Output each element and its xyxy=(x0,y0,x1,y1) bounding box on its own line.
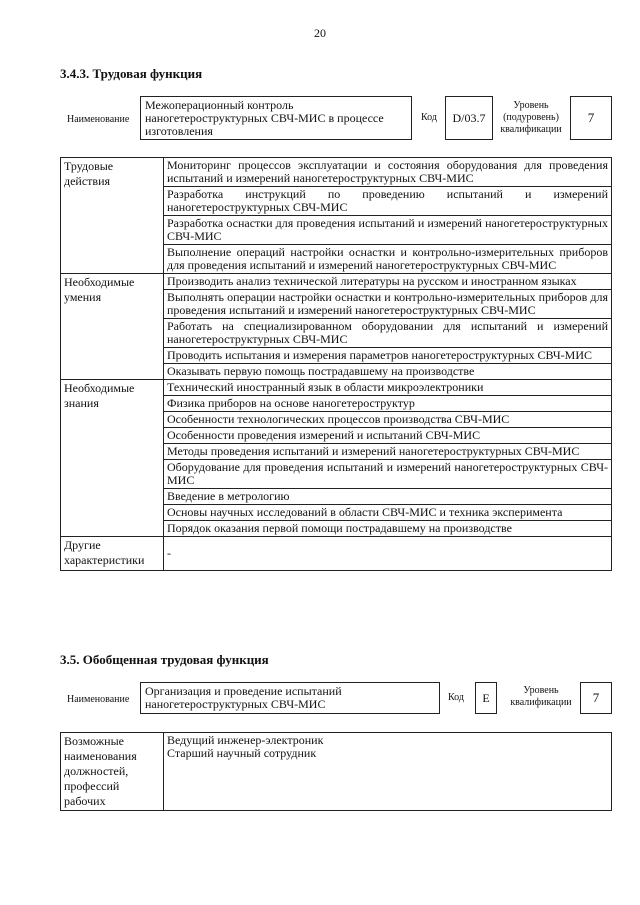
table-row xyxy=(61,733,612,811)
list-item: Мониторинг процессов эксплуатации и состояния оборудования для проведения испытаний и измерений наногетероструктурных СВЧ-МИС xyxy=(164,158,612,187)
level-box: 7 xyxy=(580,682,612,714)
list-item: Выполнение операций настройки оснастки и контрольно-измерительных приборов для проведения испытаний и измерений наногетероструктурных СВЧ-МИС xyxy=(164,245,612,274)
list-item: Технический иностранный язык в области микроэлектроники xyxy=(164,380,612,396)
page-number: 20 xyxy=(314,26,326,40)
level-label: Уровень квалификации xyxy=(510,685,572,708)
list-item: Методы проведения испытаний и измерений наногетероструктурных СВЧ-МИС xyxy=(164,444,612,460)
function-name-box: Межоперационный контроль наногетероструктурных СВЧ-МИС в процессе изготовления xyxy=(140,96,412,140)
list-item: Порядок оказания первой помощи пострадавшему на производстве xyxy=(164,521,612,537)
section-title-343: 3.4.3. Трудовая функция xyxy=(60,66,203,81)
code-label: Код xyxy=(448,692,464,703)
name-label: Наименование xyxy=(67,694,130,705)
table-row xyxy=(61,537,612,571)
code-label: Код xyxy=(421,112,437,123)
list-item: Проводить испытания и измерения параметров наногетероструктурных СВЧ-МИС xyxy=(164,348,612,364)
function-name-box: Организация и проведение испытаний наногетероструктурных СВЧ-МИС xyxy=(140,682,440,714)
position-item: Ведущий инженер-электроник xyxy=(167,733,324,747)
category-cell: Необходимые умения xyxy=(61,274,164,380)
section-title-35: 3.5. Обобщенная трудовая функция xyxy=(60,652,269,667)
positions-cell xyxy=(164,733,612,811)
list-item: Производить анализ технической литературы на русском и иностранном языках xyxy=(164,274,612,290)
list-item: Особенности проведения измерений и испытаний СВЧ-МИС xyxy=(164,428,612,444)
function-details-table xyxy=(60,157,612,571)
list-item: Физика приборов на основе наногетероструктур xyxy=(164,396,612,412)
code-box: E xyxy=(475,682,497,714)
category-cell: Необходимые знания xyxy=(61,380,164,537)
list-item: - xyxy=(164,537,612,571)
name-label: Наименование xyxy=(67,114,130,125)
list-item: Выполнять операции настройки оснастки и контрольно-измерительных приборов для проведения испытаний и измерений наногетероструктурных СВЧ-МИС xyxy=(164,290,612,319)
list-item: Введение в метрологию xyxy=(164,489,612,505)
list-item: Работать на специализированном оборудовании для испытаний и измерений наногетероструктурных СВЧ-МИС xyxy=(164,319,612,348)
level-label: Уровень (подуровень) квалификации xyxy=(500,100,562,135)
level-box: 7 xyxy=(570,96,612,140)
category-cell: Трудовые действия xyxy=(61,158,164,274)
function-header-343 xyxy=(60,96,605,144)
category-cell: Возможные наименования должностей, профессий рабочих xyxy=(61,733,164,811)
position-item: Старший научный сотрудник xyxy=(167,746,317,760)
list-item: Оборудование для проведения испытаний и измерений наногетероструктурных СВЧ-МИС xyxy=(164,460,612,489)
list-item: Основы научных исследований в области СВЧ-МИС и техника эксперимента xyxy=(164,505,612,521)
table-row xyxy=(61,380,612,396)
list-item: Разработка инструкций по проведению испытаний и измерений наногетероструктурных СВЧ-МИС xyxy=(164,187,612,216)
table-row xyxy=(61,158,612,187)
table-row xyxy=(61,274,612,290)
positions-table xyxy=(60,732,612,811)
list-item: Оказывать первую помощь пострадавшему на производстве xyxy=(164,364,612,380)
code-box: D/03.7 xyxy=(445,96,493,140)
category-cell: Другие характеристики xyxy=(61,537,164,571)
list-item: Особенности технологических процессов производства СВЧ-МИС xyxy=(164,412,612,428)
function-header-35 xyxy=(60,682,605,718)
list-item: Разработка оснастки для проведения испытаний и измерений наногетероструктурных СВЧ-МИС xyxy=(164,216,612,245)
